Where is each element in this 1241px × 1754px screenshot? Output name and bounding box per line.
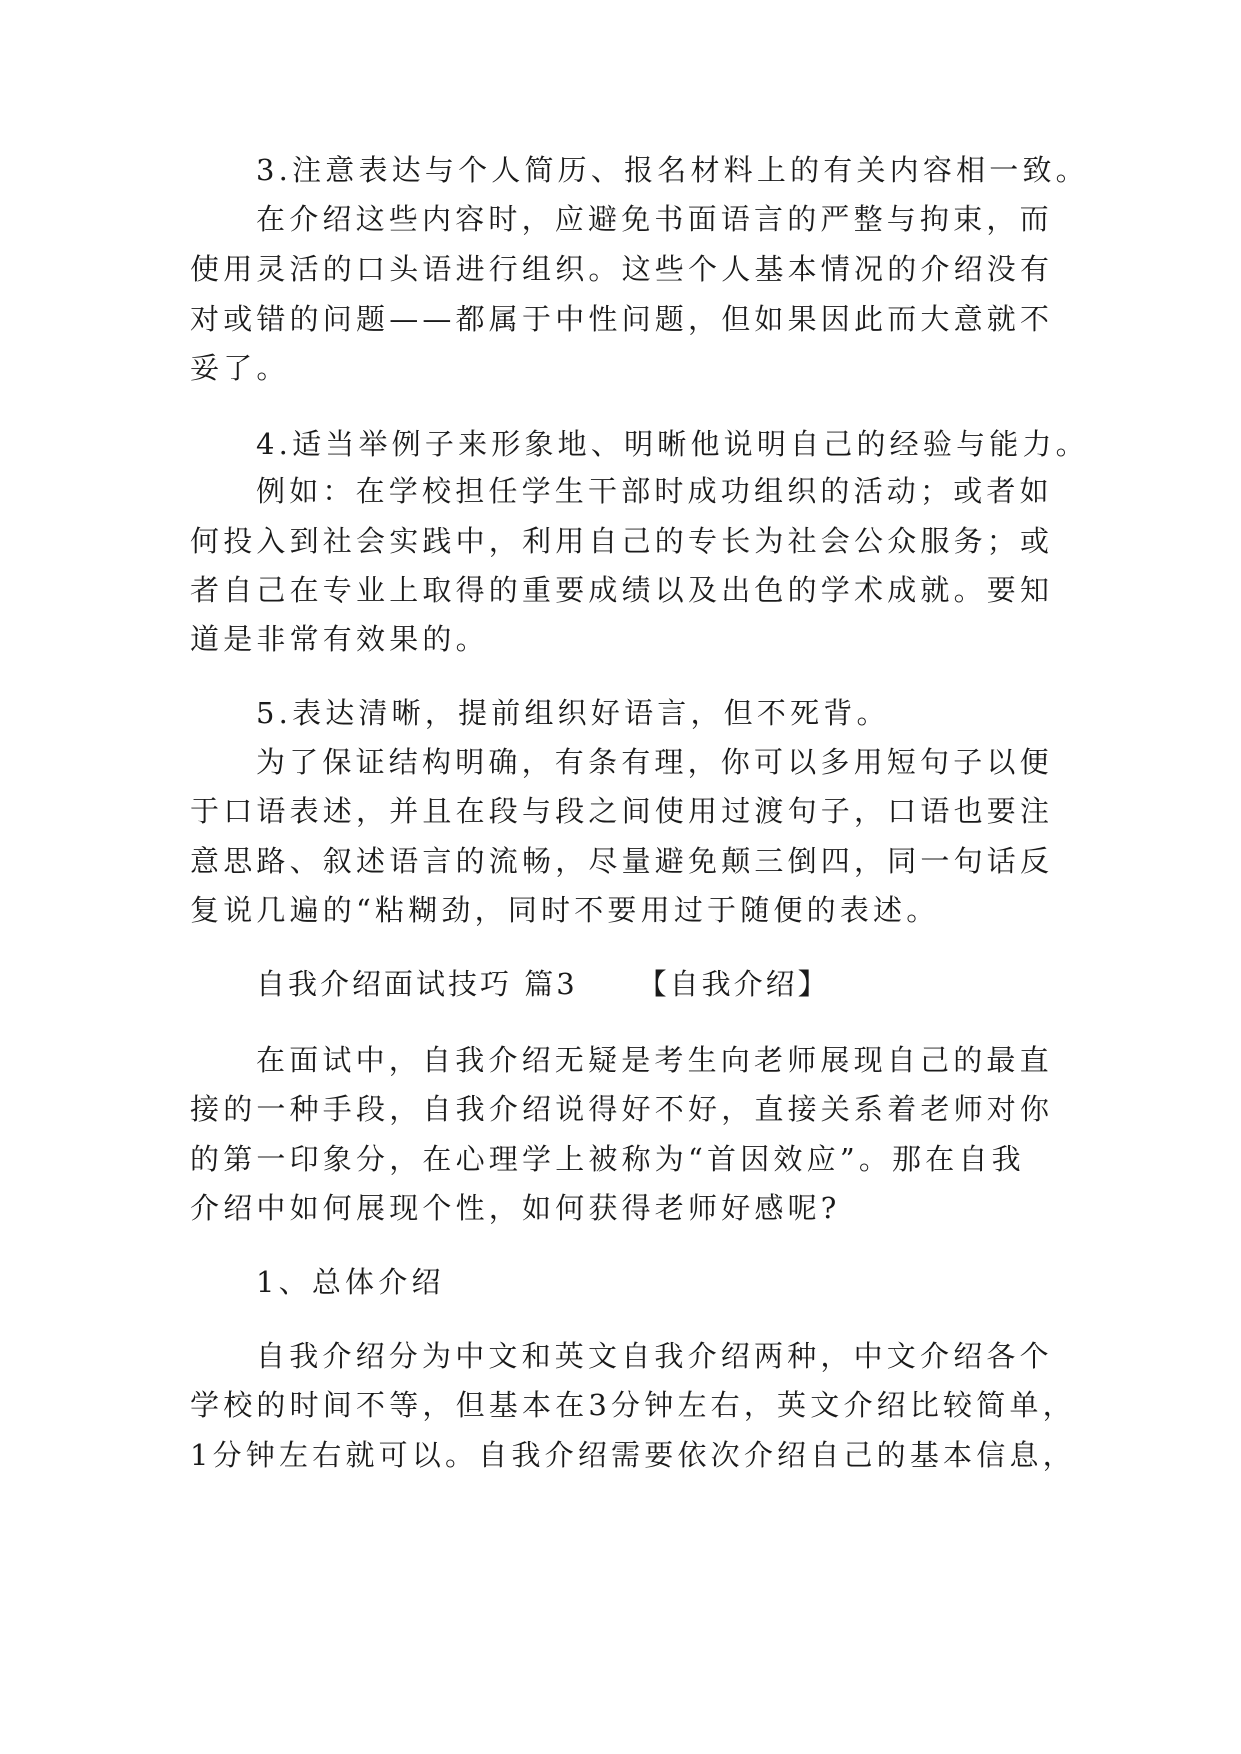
- paragraph-line: 介绍中如何展现个性，如何获得老师好感呢?: [190, 1191, 841, 1225]
- paragraph-line: 的第一印象分，在心理学上被称为“首因效应”。那在自我: [190, 1142, 1025, 1176]
- paragraph-line: 对或错的问题——都属于中性问题，但如果因此而大意就不: [190, 302, 1054, 336]
- paragraph-line: 在面试中，自我介绍无疑是考生向老师展现自己的最直: [256, 1043, 1053, 1077]
- paragraph-line: 接的一种手段，自我介绍说得好不好，直接关系着老师对你: [190, 1092, 1054, 1126]
- paragraph-line: 4.适当举例子来形象地、明晰他说明自己的经验与能力。: [256, 427, 1089, 461]
- paragraph-line: 3.注意表达与个人简历、报名材料上的有关内容相一致。: [256, 153, 1089, 187]
- paragraph-line: 为了保证结构明确，有条有理，你可以多用短句子以便: [256, 745, 1053, 779]
- paragraph-line: 于口语表述，并且在段与段之间使用过渡句子，口语也要注: [190, 794, 1054, 828]
- section-heading: [256, 964, 830, 1004]
- paragraph-line: 5.表达清晰，提前组织好语言，但不死背。: [256, 696, 890, 730]
- paragraph-line: 道是非常有效果的。: [190, 622, 489, 656]
- paragraph-line: 1分钟左右就可以。自我介绍需要依次介绍自己的基本信息，: [190, 1438, 1076, 1472]
- paragraph-line: 意思路、叙述语言的流畅，尽量避免颠三倒四，同一句话反: [190, 844, 1054, 878]
- paragraph-line: 妥了。: [190, 351, 290, 385]
- paragraph-line: 复说几遍的“粘糊劲，同时不要用过于随便的表述。: [190, 893, 940, 927]
- paragraph-line: 使用灵活的口头语进行组织。这些个人基本情况的介绍没有: [190, 252, 1054, 286]
- paragraph-line: 1、总体介绍: [256, 1265, 445, 1299]
- paragraph-line: 自我介绍分为中文和英文自我介绍两种，中文介绍各个: [256, 1339, 1053, 1373]
- section-heading-title: 自我介绍面试技巧 篇3: [256, 967, 578, 1001]
- section-heading-tag: 【自我介绍】: [637, 967, 830, 1001]
- paragraph-line: 者自己在专业上取得的重要成绩以及出色的学术成就。要知: [190, 573, 1054, 607]
- paragraph-line: 例如：在学校担任学生干部时成功组织的活动；或者如: [256, 474, 1053, 508]
- paragraph-line: 在介绍这些内容时，应避免书面语言的严整与拘束，而: [256, 202, 1053, 236]
- paragraph-line: 何投入到社会实践中，利用自己的专长为社会公众服务；或: [190, 524, 1054, 558]
- paragraph-line: 学校的时间不等，但基本在3分钟左右，英文介绍比较简单，: [190, 1388, 1076, 1422]
